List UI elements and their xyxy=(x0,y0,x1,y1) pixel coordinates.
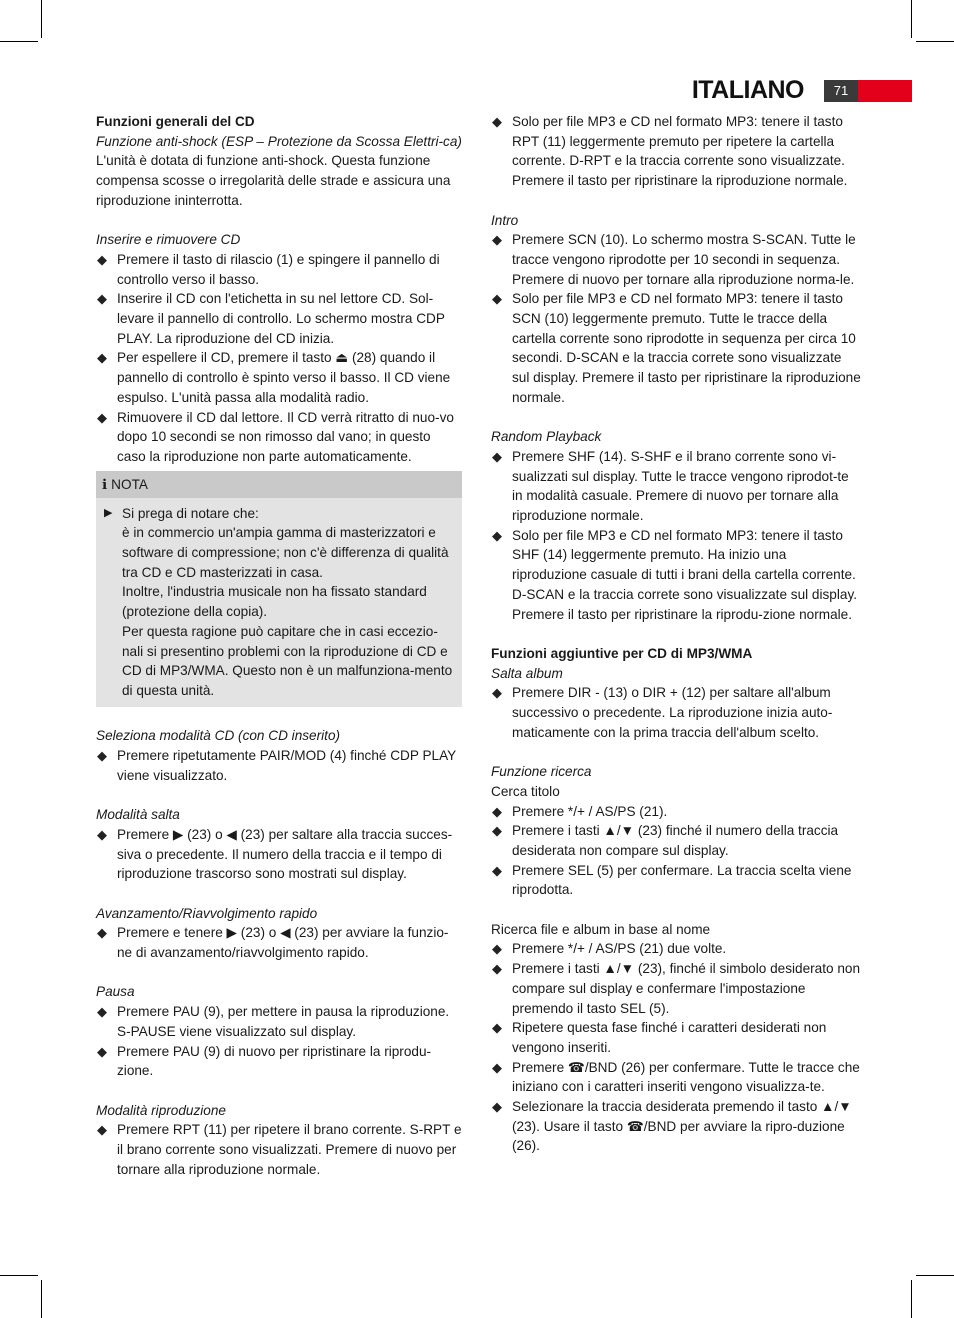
bullet-list xyxy=(96,1120,462,1179)
subsection-title: Random Playback xyxy=(491,429,602,445)
right-column xyxy=(491,112,861,1156)
list-item: ◆ Premere ripetutamente PAIR/MOD (4) finché CDP PLAY viene visualizzato. xyxy=(97,748,456,783)
note-line: Inoltre, l'industria musicale non ha fissato standard (protezione della copia). xyxy=(122,584,427,620)
diamond-bullet-icon: ◆ xyxy=(492,1099,502,1115)
info-icon: ℹ xyxy=(102,476,108,492)
list-item: ◆ Ripetere questa fase finché i caratteri desiderati non vengono inseriti. xyxy=(492,1020,827,1055)
header-accent-bar xyxy=(858,80,912,102)
crop-mark xyxy=(916,1275,954,1276)
list-item: ◆ Solo per file MP3 e CD nel formato MP3: tenere il tasto SCN (10) leggermente premuto. Tutte le tracce della cartella corrente sono riprodotte in sequenza per circa 10 secondi. D-SCAN e la traccia correte sono visualizzate sul display. Premere il tasto per ripristinare la riproduzione normale. xyxy=(492,291,861,405)
subsection-title: Intro xyxy=(491,212,519,228)
note-line: Si prega di notare che: xyxy=(122,505,259,521)
paragraph: Cerca titolo xyxy=(491,783,560,799)
diamond-bullet-icon: ◆ xyxy=(492,1059,502,1075)
bullet-list xyxy=(491,939,861,1156)
crop-mark xyxy=(911,1280,912,1318)
diamond-bullet-icon: ◆ xyxy=(492,114,502,129)
diamond-bullet-icon: ◆ xyxy=(492,803,502,819)
diamond-bullet-icon: ◆ xyxy=(492,685,502,701)
subsection-title: Funzione anti-shock (ESP – Protezione da Scossa Elettri-ca) xyxy=(96,133,462,149)
subsection-title: Avanzamento/Riavvolgimento rapido xyxy=(96,905,318,921)
crop-mark xyxy=(0,1275,38,1276)
diamond-bullet-icon: ◆ xyxy=(97,1043,107,1059)
note-header xyxy=(96,471,462,498)
diamond-bullet-icon: ◆ xyxy=(492,232,502,248)
diamond-bullet-icon: ◆ xyxy=(97,925,107,941)
subsection-title: Seleziona modalità CD (con CD inserito) xyxy=(96,728,341,744)
subsection-title: Inserire e rimuovere CD xyxy=(96,232,241,248)
list-item: ◆ Solo per file MP3 e CD nel formato MP3: tenere il tasto RPT (11) leggermente premuto per ripetere la cartella corrente. D-RPT e la traccia corrente sono visualizzate. Premere il tasto per ripristinare la riproduzione normale. xyxy=(492,114,848,189)
list-item: ◆ Premere il tasto di rilascio (1) e spingere il pannello di controllo verso il basso. xyxy=(97,251,440,287)
bullet-list xyxy=(491,112,861,191)
diamond-bullet-icon: ◆ xyxy=(97,291,107,307)
subsection-title: Salta album xyxy=(491,665,563,681)
note-label: NOTA xyxy=(111,476,148,492)
triangle-right-icon: ▶ xyxy=(104,506,113,519)
list-item: ◆ Premere */+ / AS/PS (21). xyxy=(491,802,861,822)
diamond-bullet-icon: ◆ xyxy=(97,748,107,764)
list-item: ◆ Premere SEL (5) per confermare. La traccia scelta viene riprodotta. xyxy=(492,862,852,898)
note-line: Per questa ragione può capitare che in casi eccezio-nali si presentino problemi con la riproduzione di CD e CD di MP3/WMA. Questo non è un malfunziona-mento di questa unità. xyxy=(122,623,453,698)
diamond-bullet-icon: ◆ xyxy=(492,961,502,977)
crop-mark xyxy=(0,41,38,42)
subsection-title: Modalità riproduzione xyxy=(96,1102,226,1118)
note-line: è in commercio un'ampia gamma di masterizzatori e software di compressione; non c'è differenza di qualità tra CD e CD masterizzati in casa. xyxy=(122,525,449,580)
bullet-list xyxy=(491,447,861,624)
left-column xyxy=(96,112,462,1179)
paragraph: Ricerca file e album in base al nome xyxy=(491,921,711,937)
diamond-bullet-icon: ◆ xyxy=(97,1122,107,1138)
list-item: ◆ Premere e tenere ▶ (23) o ◀ (23) per avviare la funzio-ne di avanzamento/riavvolgimento rapido. xyxy=(97,925,449,961)
subsection-title: Pausa xyxy=(96,984,135,1000)
diamond-bullet-icon: ◆ xyxy=(492,862,502,878)
list-item: ◆ Premere ☎/BND (26) per confermare. Tutte le tracce che iniziano con i caratteri inseriti vengono visualizza-te. xyxy=(492,1059,860,1095)
section-title: Funzioni generali del CD xyxy=(96,114,255,129)
list-item: ◆ Premere SCN (10). Lo schermo mostra S-SCAN. Tutte le tracce vengono riprodotte per 10 secondi in sequenza. Premere di nuovo per tornare alla riproduzione norma-le. xyxy=(492,232,856,287)
list-item: ◆ Premere DIR - (13) o DIR + (12) per saltare all'album successivo o precedente. La riproduzione inizia auto-maticamente con la prima traccia dell'album scelto. xyxy=(492,685,833,740)
section-title: Funzioni aggiuntive per CD di MP3/WMA xyxy=(491,645,753,661)
subsection-title: Funzione ricerca xyxy=(491,764,592,780)
list-item: ◆ Premere SHF (14). S-SHF e il brano corrente sono vi-sualizzati sul display. Tutte le tracce vengono riprodot-te in modalità casuale. Premere di nuovo per tornare alla riproduzione normale. xyxy=(492,448,849,524)
list-item: ◆ Premere i tasti ▲/▼ (23), finché il simbolo desiderato non compare sul display e confermare l'impostazione premendo il tasto SEL (5). xyxy=(492,961,861,1016)
list-item: ◆ Premere RPT (11) per ripetere il brano corrente. S-RPT e il brano corrente sono visualizzati. Premere di nuovo per tornare alla riproduzione normale. xyxy=(97,1122,462,1177)
diamond-bullet-icon: ◆ xyxy=(97,251,107,267)
diamond-bullet-icon: ◆ xyxy=(97,409,107,425)
list-item: ◆ Rimuovere il CD dal lettore. Il CD verrà ritratto di nuo-vo dopo 10 secondi se non rimosso dal vano; in questo caso la riproduzione non parte automaticamente. xyxy=(97,409,454,464)
list-item: ◆ Premere ▶ (23) o ◀ (23) per saltare alla traccia succes-siva o precedente. Il numero della traccia e il tempo di riproduzione trascorso sono mostrati sul display. xyxy=(97,826,453,882)
crop-mark xyxy=(41,0,42,38)
page-header xyxy=(691,76,912,104)
diamond-bullet-icon: ◆ xyxy=(492,1020,502,1036)
list-item: ◆ Premere */+ / AS/PS (21) due volte. xyxy=(491,939,861,959)
paragraph: L'unità è dotata di funzione anti-shock. Questa funzione compensa scosse o irregolarità delle strade e assicura una riproduzione ininterrotta. xyxy=(96,153,451,208)
list-item: ◆ Selezionare la traccia desiderata premendo il tasto ▲/▼ (23). Usare il tasto ☎/BND per avviare la ripro-duzione (26). xyxy=(492,1099,852,1154)
bullet-list xyxy=(491,230,861,407)
bullet-list xyxy=(96,923,462,962)
bullet-list xyxy=(96,746,462,785)
diamond-bullet-icon: ◆ xyxy=(97,826,107,842)
subsection-title: Modalità salta xyxy=(96,807,180,823)
list-item: ◆ Solo per file MP3 e CD nel formato MP3: tenere il tasto SHF (14) leggermente premuto. Ha inizio una riproduzione casuale di tutti i brani della cartella corrente. D-SCAN e la traccia correte sono visualizzate sul display. Premere il tasto per ripristinare la riprodu-zione normale. xyxy=(492,527,858,622)
diamond-bullet-icon: ◆ xyxy=(492,291,502,307)
crop-mark xyxy=(911,0,912,38)
bullet-list xyxy=(491,683,861,742)
list-item: ◆ Premere PAU (9), per mettere in pausa la riproduzione. S-PAUSE viene visualizzato sul display. xyxy=(97,1004,450,1039)
diamond-bullet-icon: ◆ xyxy=(97,1004,107,1020)
bullet-list xyxy=(96,825,462,884)
page-number: 71 xyxy=(824,80,858,102)
crop-mark xyxy=(916,41,954,42)
language-title: ITALIANO xyxy=(691,76,804,104)
crop-mark xyxy=(41,1280,42,1318)
note-body xyxy=(96,498,462,701)
diamond-bullet-icon: ◆ xyxy=(492,823,502,839)
diamond-bullet-icon: ◆ xyxy=(492,527,502,543)
bullet-list xyxy=(96,1002,462,1081)
note-box xyxy=(96,471,462,707)
list-item: ◆ Inserire il CD con l'etichetta in su nel lettore CD. Sol-levare il pannello di controllo. Lo schermo mostra CDP PLAY. La riproduzione del CD inizia. xyxy=(97,291,445,346)
bullet-list xyxy=(96,250,462,467)
list-item: ◆ Premere i tasti ▲/▼ (23) finché il numero della traccia desiderata non compare sul display. xyxy=(492,823,839,858)
list-item: ◆ Premere PAU (9) di nuovo per ripristinare la riprodu-zione. xyxy=(97,1043,432,1079)
diamond-bullet-icon: ◆ xyxy=(492,941,502,957)
diamond-bullet-icon: ◆ xyxy=(492,448,502,464)
diamond-bullet-icon: ◆ xyxy=(97,350,107,366)
list-item: ◆ Per espellere il CD, premere il tasto ⏏ (28) quando il pannello di controllo è spinto verso il basso. Il CD viene espulso. L'unità passa alla modalità radio. xyxy=(97,350,451,405)
bullet-list xyxy=(491,802,861,901)
